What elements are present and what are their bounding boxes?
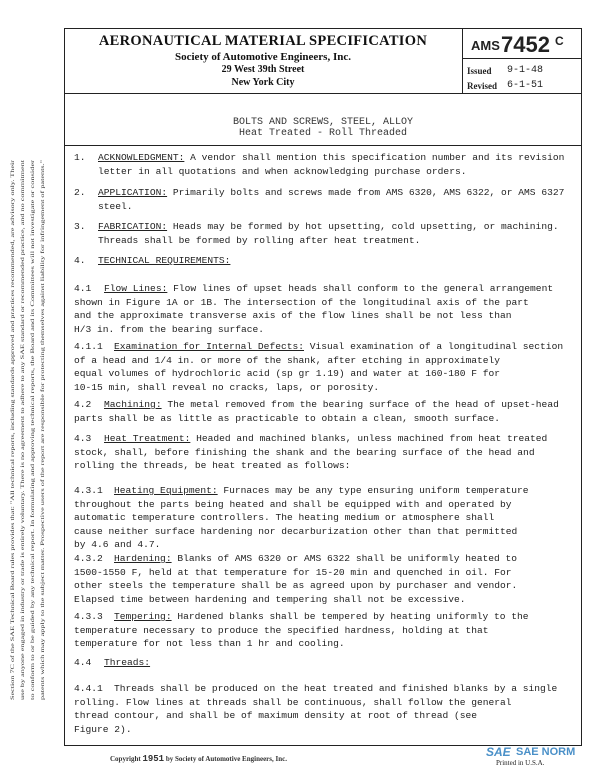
section-line bbox=[74, 309, 574, 323]
revised-date: 6-1-51 bbox=[507, 80, 544, 91]
section-text: rolling the threads, be heat treated as follows: bbox=[74, 460, 351, 472]
org-name: Society of Automotive Engineers, Inc. bbox=[175, 51, 351, 63]
section-line bbox=[74, 696, 574, 710]
section-text: shown in Figure 1A or 1B. The intersection of the longitudinal axis of the part bbox=[74, 296, 529, 308]
section-line bbox=[74, 637, 574, 651]
section-text: other steels the temperature shall be as agreed upon by purchaser and vendor. bbox=[74, 580, 518, 592]
section-line bbox=[74, 323, 574, 337]
copyright-holder: by Society of Automotive Engineers, Inc. bbox=[165, 755, 287, 763]
section-body bbox=[98, 254, 574, 268]
section-number: 4. bbox=[74, 255, 86, 266]
section-text: Threads shall be formed by rolling after heat treatment. bbox=[98, 234, 421, 246]
section-line bbox=[98, 200, 574, 214]
section-line bbox=[74, 511, 574, 525]
ams-number-value: 7452 bbox=[501, 32, 550, 57]
section-line bbox=[74, 459, 574, 473]
section-line bbox=[74, 538, 574, 552]
section-text: by 4.6 and 4.7. bbox=[74, 539, 161, 551]
section-line bbox=[114, 552, 574, 566]
revised-label: Revised bbox=[467, 81, 497, 91]
section-text: steel. bbox=[98, 200, 133, 212]
section-body bbox=[98, 186, 574, 213]
section-line bbox=[98, 234, 574, 248]
section-line bbox=[74, 579, 574, 593]
section-text: Hardened blanks shall be tempered by heating uniformly to the bbox=[177, 611, 529, 622]
section-number: 4.3 bbox=[74, 433, 92, 444]
section-heading: TECHNICAL REQUIREMENTS: bbox=[98, 255, 231, 266]
copyright-word: Copyright bbox=[110, 755, 141, 763]
section-number: 4.1 bbox=[74, 283, 92, 294]
section-text: temperature necessary to produce the specified hardness, holding at that bbox=[74, 624, 489, 636]
sidebar-notice-line: use by anyone engaged in industry or trade is entirely voluntary. There is no agreement to adhere to any SAE standard or recommended practice, and no commitment bbox=[20, 329, 26, 700]
subject-divider bbox=[64, 145, 582, 146]
section-line bbox=[98, 151, 574, 165]
section-text: Furnaces may be any type ensuring uniform temperature bbox=[223, 485, 529, 496]
sae-logo: SAE bbox=[486, 745, 511, 759]
section-line bbox=[74, 381, 574, 395]
section-text: Headed and machined blanks, unless machined from heat treated bbox=[196, 433, 548, 444]
section-heading: Hardening: bbox=[114, 553, 172, 564]
revised-row bbox=[467, 80, 544, 91]
section-line bbox=[104, 398, 574, 412]
sae-norm-watermark bbox=[486, 745, 598, 773]
section-number: 4.4.1 bbox=[74, 683, 103, 694]
section-text: rolling. Flow lines at threads shall be continuous, shall follow the general bbox=[74, 696, 512, 708]
section-line bbox=[74, 593, 574, 607]
subject-line-2: Heat Treated - Roll Threaded bbox=[238, 128, 408, 139]
section-text: Blanks of AMS 6320 or AMS 6322 shall be uniformly heated to bbox=[177, 553, 518, 564]
section-text: throughout the parts being heated and shall be equipped with and operated by bbox=[74, 498, 512, 510]
section-heading: Examination for Internal Defects: bbox=[114, 341, 304, 352]
section-text: of a head and 1/4 in. or more of the shank, after etching in approximately bbox=[74, 354, 501, 366]
section-text: equal volumes of hydrochloric acid (sp gr 1.19) and water at 160-180 F for bbox=[74, 368, 501, 380]
issued-date: 9-1-48 bbox=[507, 65, 544, 76]
section-line bbox=[74, 354, 574, 368]
section-text: A vendor shall mention this specification number and its revision bbox=[190, 152, 565, 163]
section-line bbox=[114, 340, 574, 354]
section-heading: Threads: bbox=[104, 657, 151, 668]
section-text: letter in all quotations and when acknowledging purchase orders. bbox=[98, 165, 467, 177]
issued-label: Issued bbox=[467, 66, 492, 76]
section-line bbox=[74, 367, 574, 381]
section-text: stock, shall, before finishing the shank and the bearing surface of the head and bbox=[74, 446, 535, 458]
sae-norm-label: SAE NORM bbox=[516, 746, 576, 758]
section-heading: Flow Lines: bbox=[104, 283, 168, 294]
section-heading: Heating Equipment: bbox=[114, 485, 218, 496]
section-heading: Machining: bbox=[104, 399, 162, 410]
sidebar-notice-text bbox=[4, 160, 52, 700]
printed-in-usa: Printed in U.S.A. bbox=[496, 759, 545, 767]
section-number: 4.1.1 bbox=[74, 341, 103, 352]
section-heading: APPLICATION: bbox=[98, 187, 168, 198]
section-line bbox=[74, 412, 574, 426]
section-text: Primarily bolts and screws made from AMS 6320, AMS 6322, or AMS 6327 bbox=[172, 187, 565, 198]
section-line bbox=[74, 709, 574, 723]
section-text: thread contour, and shall be of maximum density at root of thread (see bbox=[74, 710, 478, 722]
ams-prefix: AMS bbox=[471, 38, 500, 53]
ams-revision-letter: C bbox=[555, 34, 564, 48]
section-number: 2. bbox=[74, 187, 86, 198]
section-text: H/3 in. from the bearing surface. bbox=[74, 323, 264, 335]
section-text: parts shall be as little as practicable to obtain a clean, smooth surface. bbox=[74, 412, 501, 424]
section-text: The metal removed from the bearing surface of the head of upset-head bbox=[167, 399, 559, 410]
sidebar-notice-line: Section 7C of the SAE Technical Board rules provides that: "All technical reports, including standards approved and practices recommended, are advisory only. Their bbox=[10, 328, 16, 700]
section-line bbox=[114, 682, 574, 696]
section-line bbox=[74, 296, 574, 310]
org-city: New York City bbox=[231, 77, 295, 88]
issued-row bbox=[467, 65, 544, 76]
copyright-year: 1951 bbox=[142, 754, 165, 764]
spec-title: AERONAUTICAL MATERIAL SPECIFICATION bbox=[98, 33, 428, 49]
section-text: Figure 2). bbox=[74, 723, 132, 735]
sidebar-notice-line: patents which may apply to the subject matter. Prospective users of the report are responsible for protecting themselves against liability for infringement of patents." bbox=[40, 332, 46, 700]
section-line bbox=[104, 282, 574, 296]
ams-number bbox=[463, 31, 581, 59]
section-line bbox=[104, 432, 574, 446]
section-line bbox=[74, 624, 574, 638]
section-text: Flow lines of upset heads shall conform to the general arrangement bbox=[173, 283, 554, 294]
sidebar-notice bbox=[4, 160, 52, 700]
section-body bbox=[104, 656, 574, 670]
section-line bbox=[74, 525, 574, 539]
section-number: 3. bbox=[74, 221, 86, 232]
section-text: temperature for not less than 1 hr and cooling. bbox=[74, 638, 345, 650]
section-text: Visual examination of a longitudinal section bbox=[309, 341, 564, 352]
section-line bbox=[74, 723, 574, 737]
section-heading: ACKNOWLEDGMENT: bbox=[98, 152, 185, 163]
section-body bbox=[98, 151, 574, 178]
copyright-footer bbox=[110, 754, 287, 764]
section-line bbox=[98, 254, 574, 268]
sidebar-notice-line: to conform to or be guided by any technical report. In formulating and approving technical reports, the Board and its Committees will not investigate or consider bbox=[30, 340, 36, 700]
section-number: 4.2 bbox=[74, 399, 92, 410]
section-number: 4.3.1 bbox=[74, 485, 103, 496]
spec-header bbox=[64, 28, 582, 94]
section-line bbox=[114, 484, 574, 498]
section-text: 10-15 min, shall reveal no cracks, laps, or porosity. bbox=[74, 381, 380, 393]
section-number: 4.3.2 bbox=[74, 553, 103, 564]
section-text: Heads may be formed by hot upsetting, cold upsetting, or machining. bbox=[172, 221, 559, 232]
section-body bbox=[98, 220, 574, 247]
org-street: 29 West 39th Street bbox=[221, 64, 305, 75]
section-number: 1. bbox=[74, 152, 86, 163]
section-heading: Tempering: bbox=[114, 611, 172, 622]
section-number: 4.4 bbox=[74, 657, 92, 668]
section-heading: Heat Treatment: bbox=[104, 433, 191, 444]
section-line bbox=[104, 656, 574, 670]
section-line bbox=[74, 446, 574, 460]
section-text: cause neither surface hardening nor decarburization other than that permitted bbox=[74, 525, 518, 537]
section-heading: FABRICATION: bbox=[98, 221, 168, 232]
section-line bbox=[74, 498, 574, 512]
ams-number-box bbox=[462, 28, 582, 94]
subject-line-1: BOLTS AND SCREWS, STEEL, ALLOY bbox=[232, 117, 414, 128]
section-text: Elapsed time between hardening and tempering shall not be excessive. bbox=[74, 593, 466, 605]
section-line bbox=[98, 220, 574, 234]
section-number: 4.3.3 bbox=[74, 611, 103, 622]
section-text: automatic temperature controllers. The heating medium or atmosphere shall bbox=[74, 512, 495, 524]
section-text: and the approximate transverse axis of the flow lines shall be not less than bbox=[74, 310, 512, 322]
section-line bbox=[114, 610, 574, 624]
section-text: Threads shall be produced on the heat treated and finished blanks by a single bbox=[114, 683, 558, 694]
section-line bbox=[98, 165, 574, 179]
section-text: 1500-1550 F, held at that temperature for 15-20 min and quenched in oil. For bbox=[74, 566, 512, 578]
section-line bbox=[98, 186, 574, 200]
section-line bbox=[74, 566, 574, 580]
